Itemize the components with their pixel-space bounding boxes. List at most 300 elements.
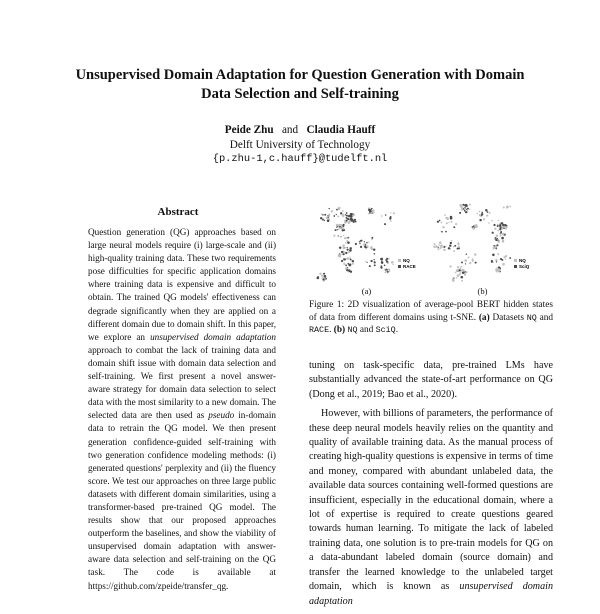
scatter-point	[367, 262, 368, 263]
scatter-point	[465, 211, 467, 213]
scatter-point	[500, 235, 502, 237]
scatter-point	[343, 227, 345, 229]
scatter-point	[450, 242, 452, 244]
scatter-point	[446, 222, 448, 224]
scatter-point	[324, 275, 327, 278]
scatter-point	[464, 273, 466, 275]
scatter-point	[461, 261, 463, 263]
scatter-point	[443, 246, 445, 248]
legend-a-swatch-2	[398, 265, 401, 268]
scatter-point	[497, 270, 500, 273]
scatter-point	[350, 215, 352, 217]
scatter-point	[439, 247, 441, 249]
caption-b-marker: (b)	[333, 325, 346, 336]
scatter-point	[324, 214, 326, 216]
scatter-point	[481, 212, 483, 214]
scatter-point	[455, 272, 457, 274]
scatter-point	[339, 255, 342, 258]
scatter-point	[449, 245, 451, 247]
scatter-point	[364, 241, 365, 242]
scatter-point	[343, 263, 345, 265]
scatter-point	[386, 258, 388, 260]
scatter-point	[504, 227, 505, 228]
scatter-point	[392, 264, 393, 265]
scatter-point	[369, 265, 371, 267]
scatter-point	[459, 272, 461, 274]
scatter-point	[497, 253, 499, 255]
legend-b	[514, 258, 530, 269]
scatter-point	[445, 231, 447, 233]
scatter-point	[467, 208, 469, 210]
scatter-point	[497, 225, 499, 227]
scatter-point	[352, 263, 354, 265]
scatter-point	[457, 248, 459, 250]
scatter-point	[448, 247, 450, 249]
scatter-point	[342, 247, 344, 249]
scatter-point	[381, 266, 382, 267]
scatter-point	[336, 227, 337, 228]
scatter-point	[387, 271, 389, 273]
scatter-point	[350, 258, 352, 260]
scatter-point	[340, 253, 342, 255]
figure-1a	[310, 199, 423, 296]
caption-b-and: and	[357, 325, 376, 336]
scatter-point	[365, 261, 366, 262]
scatter-point	[374, 259, 375, 260]
subfig-a-label: (a)	[361, 286, 372, 296]
tsne-plot-b	[426, 199, 539, 283]
scatter-point	[509, 257, 511, 259]
scatter-point	[450, 216, 453, 219]
scatter-point	[365, 247, 367, 249]
scatter-point	[467, 210, 468, 211]
abstract-text	[88, 226, 276, 593]
scatter-point	[346, 215, 348, 217]
scatter-point	[333, 215, 335, 217]
scatter-point	[475, 262, 477, 264]
scatter-point	[454, 245, 456, 247]
scatter-point	[354, 219, 356, 221]
scatter-point	[453, 226, 455, 228]
scatter-point	[371, 213, 372, 214]
caption-b-ds1: NQ	[347, 325, 358, 336]
abstract-part-3: in-domain data to retrain the QG model. We then present generation confidence-guided self-training with two generation confidence modeling methods: (i) generated questions' perplexity and (ii) the fluency score. We test our approaches on three large public datasets with different domain similarities, using a transformer-based pre-trained QG model. The results show that our proposed approaches outperform the baselines, and show the viability of unsupervised domain adaptation with answer-aware data selection and self-training on the QG task. The code is available at https://github.com/zpeide/transfer_qg.	[88, 410, 276, 591]
scatter-point	[491, 220, 493, 222]
figure-1b	[426, 199, 539, 296]
scatter-point	[381, 215, 383, 217]
author-2: Claudia Hauff	[306, 124, 376, 136]
scatter-point	[388, 258, 389, 259]
scatter-point	[368, 241, 369, 242]
legend-a-label-2: RACE	[403, 264, 416, 269]
scatter-point	[453, 250, 455, 252]
scatter-point	[371, 208, 372, 209]
scatter-point	[459, 212, 461, 214]
scatter-point	[491, 260, 493, 262]
scatter-point	[458, 246, 460, 248]
scatter-point	[466, 209, 467, 210]
scatter-point	[456, 277, 458, 279]
scatter-point	[320, 217, 322, 219]
scatter-point	[346, 240, 348, 242]
scatter-point	[495, 259, 497, 261]
scatter-point	[465, 271, 467, 273]
scatter-point	[504, 224, 506, 226]
scatter-point	[331, 210, 333, 212]
scatter-point	[348, 218, 350, 220]
title-line-1: Unsupervised Domain Adaptation for Question Generation with Domain	[75, 67, 525, 83]
scatter-point	[374, 264, 376, 266]
scatter-point	[371, 237, 373, 239]
scatter-point	[344, 253, 345, 254]
legend-b-label-2: SciQ	[519, 264, 530, 269]
scatter-point	[322, 278, 324, 280]
caption-a-marker: (a)	[478, 312, 490, 323]
scatter-point	[370, 246, 372, 248]
scatter-point	[455, 223, 457, 225]
scatter-point	[438, 244, 439, 245]
scatter-point	[341, 260, 343, 262]
scatter-point	[448, 222, 449, 223]
abstract-italic-1: unsupervised domain adaptation	[150, 331, 277, 342]
scatter-point	[502, 233, 505, 236]
scatter-point	[329, 208, 330, 209]
caption-a-ds1: NQ	[526, 312, 537, 323]
scatter-point	[501, 237, 504, 240]
scatter-point	[447, 218, 449, 220]
scatter-point	[500, 226, 502, 228]
scatter-point	[340, 212, 342, 214]
scatter-point	[475, 224, 477, 226]
legend-b-swatch-1	[514, 259, 517, 262]
body-paragraph-2-italic: unsupervised domain adaptation	[309, 581, 553, 607]
scatter-point	[505, 259, 506, 260]
scatter-point	[384, 264, 386, 266]
scatter-point	[374, 253, 376, 255]
scatter-point	[474, 253, 476, 255]
scatter-point	[321, 275, 323, 277]
scatter-point	[502, 240, 505, 243]
scatter-point	[434, 246, 436, 248]
scatter-point	[451, 221, 453, 223]
scatter-point	[496, 234, 499, 237]
scatter-point	[338, 235, 339, 236]
abstract-heading: Abstract	[157, 206, 199, 218]
scatter-point	[345, 264, 347, 266]
scatter-point	[342, 225, 344, 227]
scatter-point	[360, 246, 362, 248]
scatter-point	[502, 228, 504, 230]
scatter-point	[343, 229, 345, 231]
scatter-point	[472, 227, 475, 230]
scatter-point	[341, 251, 343, 253]
scatter-point	[385, 214, 387, 216]
body-paragraph-2	[309, 407, 553, 609]
scatter-point	[453, 277, 455, 279]
scatter-point	[347, 249, 349, 251]
scatter-point	[385, 272, 387, 274]
scatter-point	[475, 226, 477, 228]
scatter-point	[497, 230, 498, 231]
author-names	[40, 123, 560, 138]
scatter-point	[345, 252, 347, 254]
scatter-point	[346, 257, 349, 260]
scatter-point	[348, 251, 350, 253]
scatter-point	[500, 228, 502, 230]
scatter-point	[441, 222, 443, 224]
caption-b-ds2: SciQ	[375, 325, 396, 336]
scatter-point	[479, 219, 481, 221]
body-text-right	[309, 359, 553, 614]
scatter-point	[465, 263, 466, 264]
scatter-point	[458, 244, 459, 245]
scatter-point	[464, 210, 466, 212]
scatter-point	[339, 226, 341, 228]
scatter-point	[349, 256, 350, 257]
scatter-point	[385, 269, 386, 270]
scatter-point	[373, 209, 375, 211]
scatter-point	[464, 205, 466, 207]
scatter-point	[503, 207, 505, 209]
scatter-point	[456, 270, 458, 272]
scatter-point	[344, 258, 346, 260]
legend-a-swatch-1	[398, 259, 401, 262]
scatter-point	[485, 209, 487, 211]
scatter-point	[445, 246, 446, 247]
scatter-point	[338, 228, 340, 230]
scatter-point	[486, 214, 488, 216]
scatter-point	[381, 261, 384, 264]
legend-b-swatch-2	[514, 265, 517, 268]
scatter-point	[441, 247, 443, 249]
scatter-point	[460, 206, 463, 209]
scatter-point	[327, 215, 328, 216]
caption-lead: Figure 1: 2D visualization of average-pool BERT hidden states of data from different domains using t-SNE.	[309, 300, 553, 323]
legend-b-label-1: NQ	[519, 258, 526, 263]
scatter-point	[496, 261, 497, 262]
scatter-point	[460, 266, 462, 268]
scatter-point	[333, 235, 335, 237]
scatter-point	[462, 204, 464, 206]
scatter-point	[505, 255, 507, 257]
scatter-point	[497, 240, 500, 243]
scatter-point	[434, 243, 436, 245]
scatter-point	[461, 270, 463, 272]
scatter-point	[439, 241, 442, 244]
scatter-point	[336, 224, 339, 227]
scatter-point	[323, 273, 324, 274]
scatter-point	[443, 249, 445, 251]
scatter-point	[343, 235, 344, 236]
scatter-point	[462, 271, 464, 273]
scatter-point	[360, 240, 361, 241]
scatter-point	[350, 218, 353, 221]
scatter-point	[492, 232, 494, 234]
scatter-point	[342, 210, 344, 212]
scatter-point	[346, 212, 348, 214]
scatter-point	[502, 263, 505, 266]
scatter-point	[494, 228, 496, 230]
scatter-point	[328, 218, 330, 220]
scatter-point	[500, 258, 502, 260]
scatter-point	[466, 253, 467, 254]
scatter-point	[439, 245, 440, 246]
scatter-point	[457, 266, 459, 268]
scatter-point	[437, 221, 439, 223]
scatter-point	[461, 208, 464, 211]
scatter-point	[344, 220, 346, 222]
caption-b-end: .	[395, 325, 399, 336]
scatter-point	[474, 225, 475, 226]
scatter-point	[477, 213, 479, 215]
caption-a-ds2: RACE	[309, 325, 330, 336]
scatter-point	[337, 215, 339, 217]
scatter-point	[494, 246, 496, 248]
body-paragraph-2-text: However, with billions of parameters, the performance of these deep neural models heavily relies on the quantity and quality of available training data. As the manual process of creating high-quality questions is expensive in terms of time and money, compared with abundant unlabeled data, the available data sources containing well-formed questions are insufficient, especially in the educational domain, where a lot of expertise is required to create questions geared towards human learning. To mitigate the lack of labeled training data, one solution is to pre-train models for QG on a data-abundant labeled domain (source domain) and transfer the learned knowledge to the unlabeled target domain, which is known as	[309, 408, 553, 593]
scatter-point	[442, 226, 444, 228]
scatter-point	[469, 262, 471, 264]
body-paragraph-1: tuning on task-specific data, pre-trained LMs have substantially advanced the state-of-art performance on QG (Dong et al., 2019; Bao et al., 2020).	[309, 360, 553, 400]
scatter-point	[495, 239, 497, 241]
scatter-point	[346, 217, 348, 219]
scatter-point	[322, 219, 324, 221]
scatter-point	[452, 279, 455, 282]
scatter-point	[469, 204, 471, 206]
affiliation: Delft University of Technology	[229, 138, 371, 151]
scatter-point	[495, 269, 497, 271]
author-emails: {p.zhu-1,c.hauff}@tudelft.nl	[212, 153, 388, 165]
scatter-point	[336, 214, 337, 215]
scatter-point	[372, 211, 374, 213]
scatter-point	[461, 276, 464, 279]
title-line-2: Data Selection and Self-training	[201, 86, 399, 102]
scatter-point	[350, 263, 352, 265]
scatter-point	[342, 244, 345, 247]
scatter-point	[496, 237, 497, 238]
scatter-point	[449, 265, 451, 267]
scatter-point	[481, 213, 483, 215]
scatter-point	[497, 244, 499, 246]
scatter-point	[493, 224, 495, 226]
paper-title	[40, 66, 560, 104]
scatter-point	[386, 270, 387, 271]
scatter-point	[374, 261, 376, 263]
scatter-point	[338, 208, 341, 211]
scatter-point	[339, 247, 341, 249]
scatter-point	[489, 212, 491, 214]
scatter-point	[435, 245, 437, 247]
scatter-point	[481, 215, 482, 216]
scatter-point	[393, 212, 395, 214]
scatter-point	[499, 223, 501, 225]
scatter-point	[487, 211, 489, 213]
scatter-point	[506, 207, 508, 209]
caption-a-text: Datasets	[489, 312, 527, 323]
scatter-point	[352, 260, 354, 262]
scatter-point	[444, 214, 446, 216]
scatter-point	[472, 258, 474, 260]
scatter-point	[344, 237, 346, 239]
scatter-point	[328, 214, 330, 216]
scatter-point	[346, 220, 348, 222]
scatter-point	[390, 212, 391, 213]
caption-a-and: and	[536, 312, 554, 323]
scatter-point	[366, 242, 368, 244]
scatter-point	[500, 232, 502, 234]
figure-caption	[309, 299, 553, 337]
scatter-point	[389, 217, 391, 219]
scatter-point	[493, 245, 494, 246]
scatter-point	[355, 243, 357, 245]
scatter-point	[388, 269, 389, 270]
abstract-italic-2: pseudo	[208, 410, 235, 421]
scatter-point	[468, 257, 470, 259]
scatter-point	[342, 215, 344, 217]
abstract-part-2: approach to combat the lack of training data and domain shift issue with domain data selection and self-training. We first present a novel answer-aware strategy for domain data selection to select data with the most similarity to a new domain. The selected data are then used as	[88, 344, 276, 421]
author-and: and	[281, 124, 299, 136]
scatter-point	[370, 260, 372, 262]
scatter-point	[346, 269, 348, 271]
scatter-point	[380, 258, 382, 260]
scatter-point	[369, 212, 370, 213]
scatter-point	[322, 214, 323, 215]
scatter-point	[391, 261, 394, 264]
scatter-point	[348, 222, 351, 225]
scatter-point	[347, 247, 348, 248]
scatter-point	[335, 229, 337, 231]
scatter-point	[348, 269, 350, 271]
scatter-point	[451, 240, 453, 242]
scatter-point	[340, 236, 341, 237]
scatter-point	[368, 213, 369, 214]
scatter-point	[464, 259, 467, 262]
scatter-point	[317, 277, 319, 279]
scatter-point	[390, 220, 392, 222]
scatter-point	[347, 237, 349, 239]
caption-a-end: .	[329, 325, 334, 336]
scatter-point	[319, 273, 321, 275]
scatter-point	[437, 248, 439, 250]
scatter-point	[359, 243, 360, 244]
abstract-part-1: Question generation (QG) approaches based on large neural models require (i) large-scale and (ii) high-quality training data. These two requirements pose difficulties for specific application domains where training data is expensive and difficult to obtain. The trained QG models' effectiveness can degrade significantly when they are applied on a different domain due to domain shift. In this paper, we explore an	[88, 227, 276, 342]
scatter-point	[498, 220, 499, 221]
scatter-point	[337, 229, 338, 230]
scatter-point	[349, 247, 351, 249]
author-1: Peide Zhu	[224, 124, 274, 136]
subfig-b-label: (b)	[477, 286, 488, 296]
scatter-point	[469, 208, 470, 209]
scatter-point	[363, 243, 365, 245]
scatter-point	[458, 242, 459, 243]
scatter-point	[479, 211, 481, 213]
scatter-point	[509, 206, 511, 208]
scatter-point	[492, 254, 495, 257]
author-block	[40, 123, 560, 167]
scatter-point	[345, 242, 347, 244]
scatter-point	[371, 239, 373, 241]
scatter-point	[350, 213, 353, 216]
scatter-point	[439, 220, 441, 222]
scatter-point	[326, 217, 328, 219]
scatter-point	[483, 218, 485, 220]
legend-a-label-1: NQ	[403, 258, 410, 263]
scatter-point	[460, 267, 462, 269]
scatter-point	[373, 248, 375, 250]
scatter-point	[501, 222, 503, 224]
scatter-point	[355, 221, 357, 223]
scatter-point	[384, 223, 386, 225]
legend-a	[398, 258, 416, 269]
